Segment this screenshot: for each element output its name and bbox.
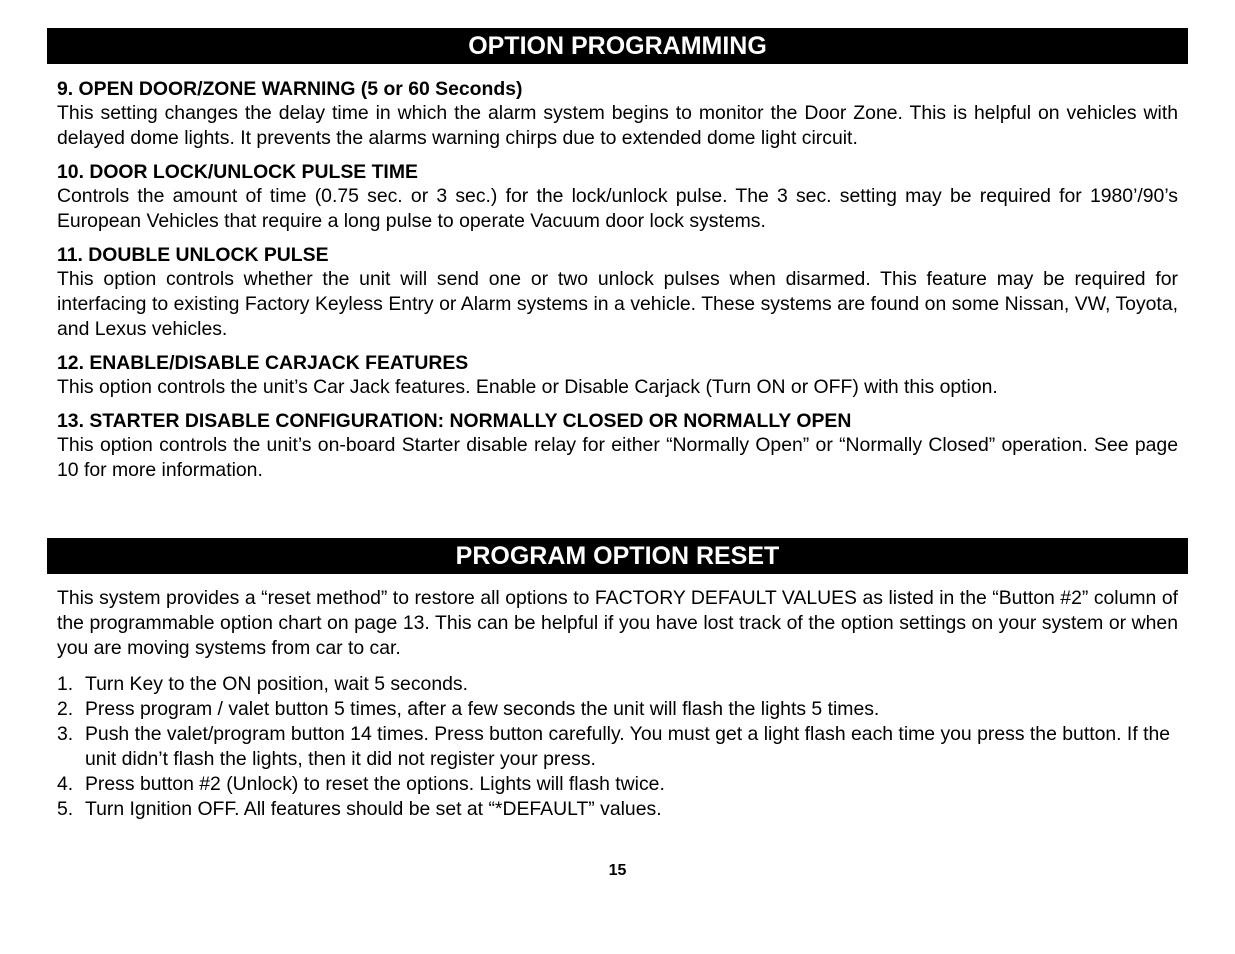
section-header-option-programming: OPTION PROGRAMMING xyxy=(47,28,1188,64)
step-text: Turn Key to the ON position, wait 5 seconds. xyxy=(85,673,468,695)
page-number: 15 xyxy=(608,862,627,879)
list-item xyxy=(57,697,1178,722)
reset-intro-paragraph: This system provides a “reset method” to restore all options to FACTORY DEFAULT VALUES as listed in the “Button #2” column of the programmable option chart on page 13. This can be helpful if you have lost track of the option settings on your system or when you are moving systems from car to car. xyxy=(57,587,1178,659)
option-section-13 xyxy=(57,409,1178,483)
option-section-10 xyxy=(57,160,1178,234)
step-number: 2. xyxy=(57,698,74,720)
step-number: 4. xyxy=(57,773,74,795)
step-text: Turn Ignition OFF. All features should be set at “*DEFAULT” values. xyxy=(85,798,662,820)
list-item xyxy=(57,772,1178,797)
list-item xyxy=(57,722,1178,772)
list-item xyxy=(57,672,1178,697)
section-header-program-option-reset: PROGRAM OPTION RESET xyxy=(47,538,1188,574)
step-text: Press program / valet button 5 times, after a few seconds the unit will flash the lights 5 times. xyxy=(85,698,880,720)
option-title: 11. DOUBLE UNLOCK PULSE xyxy=(57,244,329,266)
option-title: 9. OPEN DOOR/ZONE WARNING (5 or 60 Seconds) xyxy=(57,78,523,100)
step-number: 3. xyxy=(57,723,74,745)
option-sections xyxy=(57,77,1178,492)
step-number: 1. xyxy=(57,673,74,695)
option-section-12 xyxy=(57,351,1178,400)
option-body: This option controls the unit’s on-board Starter disable relay for either “Normally Open” or “Normally Closed” operation. See page 10 for more information. xyxy=(57,434,1178,481)
option-title: 13. STARTER DISABLE CONFIGURATION: NORMALLY CLOSED OR NORMALLY OPEN xyxy=(57,410,852,432)
option-body: This option controls the unit’s Car Jack features. Enable or Disable Carjack (Turn ON or OFF) with this option. xyxy=(57,376,998,398)
step-text: Push the valet/program button 14 times. Press button carefully. You must get a light flash each time you press the button. If the unit didn’t flash the lights, then it did not register your press. xyxy=(85,723,1171,770)
option-body: This setting changes the delay time in which the alarm system begins to monitor the Door Zone. This is helpful on vehicles with delayed dome lights. It prevents the alarms warning chirps due to extended dome light circuit. xyxy=(57,102,1178,149)
option-body: Controls the amount of time (0.75 sec. or 3 sec.) for the lock/unlock pulse. The 3 sec. setting may be required for 1980’/90’s European Vehicles that require a long pulse to operate Vacuum door lock systems. xyxy=(57,185,1178,232)
reset-steps-list xyxy=(57,672,1178,822)
option-title: 10. DOOR LOCK/UNLOCK PULSE TIME xyxy=(57,161,418,183)
option-section-11 xyxy=(57,243,1178,342)
option-section-9 xyxy=(57,77,1178,151)
option-body: This option controls whether the unit will send one or two unlock pulses when disarmed. This feature may be required for interfacing to existing Factory Keyless Entry or Alarm systems in a vehicle. These systems are found on some Nissan, VW, Toyota, and Lexus vehicles. xyxy=(57,268,1178,340)
step-text: Press button #2 (Unlock) to reset the options. Lights will flash twice. xyxy=(85,773,665,795)
step-number: 5. xyxy=(57,798,74,820)
list-item xyxy=(57,797,1178,822)
option-title: 12. ENABLE/DISABLE CARJACK FEATURES xyxy=(57,352,469,374)
